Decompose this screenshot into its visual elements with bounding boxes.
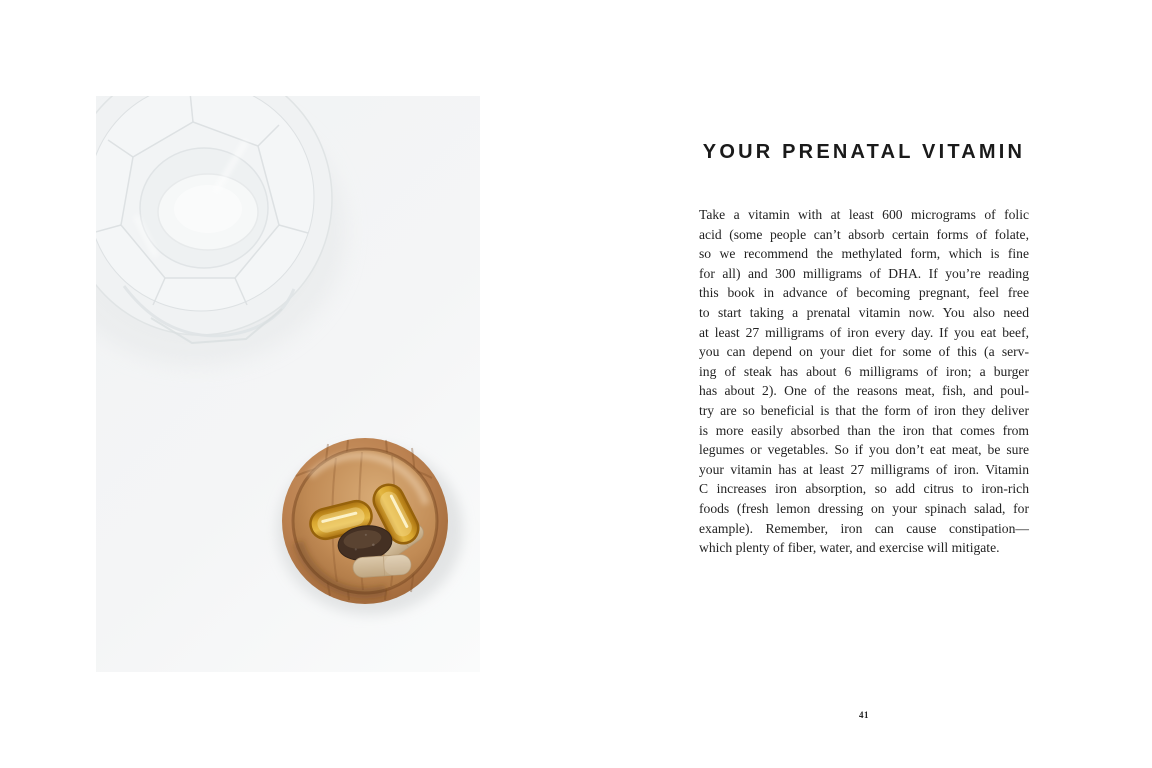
- body-line: at least 27 milligrams of iron every day. If you eat beef,: [699, 324, 1029, 340]
- body-line: try are so beneficial is that the form of iron they deliver: [699, 402, 1029, 418]
- body-paragraph: [699, 205, 1029, 558]
- page-number: 41: [859, 710, 869, 720]
- body-line: ing of steak has about 6 milligrams of iron; a burger: [699, 363, 1029, 379]
- body-line: foods (fresh lemon dressing on your spinach salad, for: [699, 500, 1029, 516]
- capsule-tan-lower: [352, 554, 411, 578]
- body-line: legumes or vegetables. So if you don’t eat meat, be sure: [699, 442, 1029, 458]
- body-line: C increases iron absorption, so add citrus to iron-rich: [699, 481, 1029, 497]
- right-page: [699, 0, 1029, 768]
- body-line: this book in advance of becoming pregnant, feel free: [699, 285, 1029, 301]
- body-line: acid (some people can’t absorb certain forms of folate,: [699, 226, 1029, 242]
- body-line: is more easily absorbed than the iron that comes from: [699, 422, 1029, 438]
- body-line: your vitamin has at least 27 milligrams of iron. Vitamin: [699, 461, 1029, 477]
- body-line: Take a vitamin with at least 600 micrograms of folic: [699, 207, 1029, 222]
- body-line: has about 2). One of the reasons meat, fish, and poul-: [699, 383, 1029, 399]
- body-line: example). Remember, iron can cause constipation—: [699, 520, 1029, 536]
- body-line: so we recommend the methylated form, which is fine: [699, 246, 1029, 262]
- body-line: to start taking a prenatal vitamin now. You also need: [699, 304, 1029, 320]
- vitamin-bowl: [277, 438, 463, 615]
- chapter-heading: YOUR PRENATAL VITAMIN: [702, 141, 1026, 163]
- water-glass: [96, 96, 346, 366]
- body-line: which plenty of fiber, water, and exercise will mitigate.: [699, 540, 1000, 556]
- photo-illustration: [96, 96, 480, 672]
- body-line: for all) and 300 milligrams of DHA. If you’re reading: [699, 265, 1029, 281]
- body-line: you can depend on your diet for some of this (a serv-: [699, 344, 1029, 360]
- photo-still-life: [96, 96, 480, 672]
